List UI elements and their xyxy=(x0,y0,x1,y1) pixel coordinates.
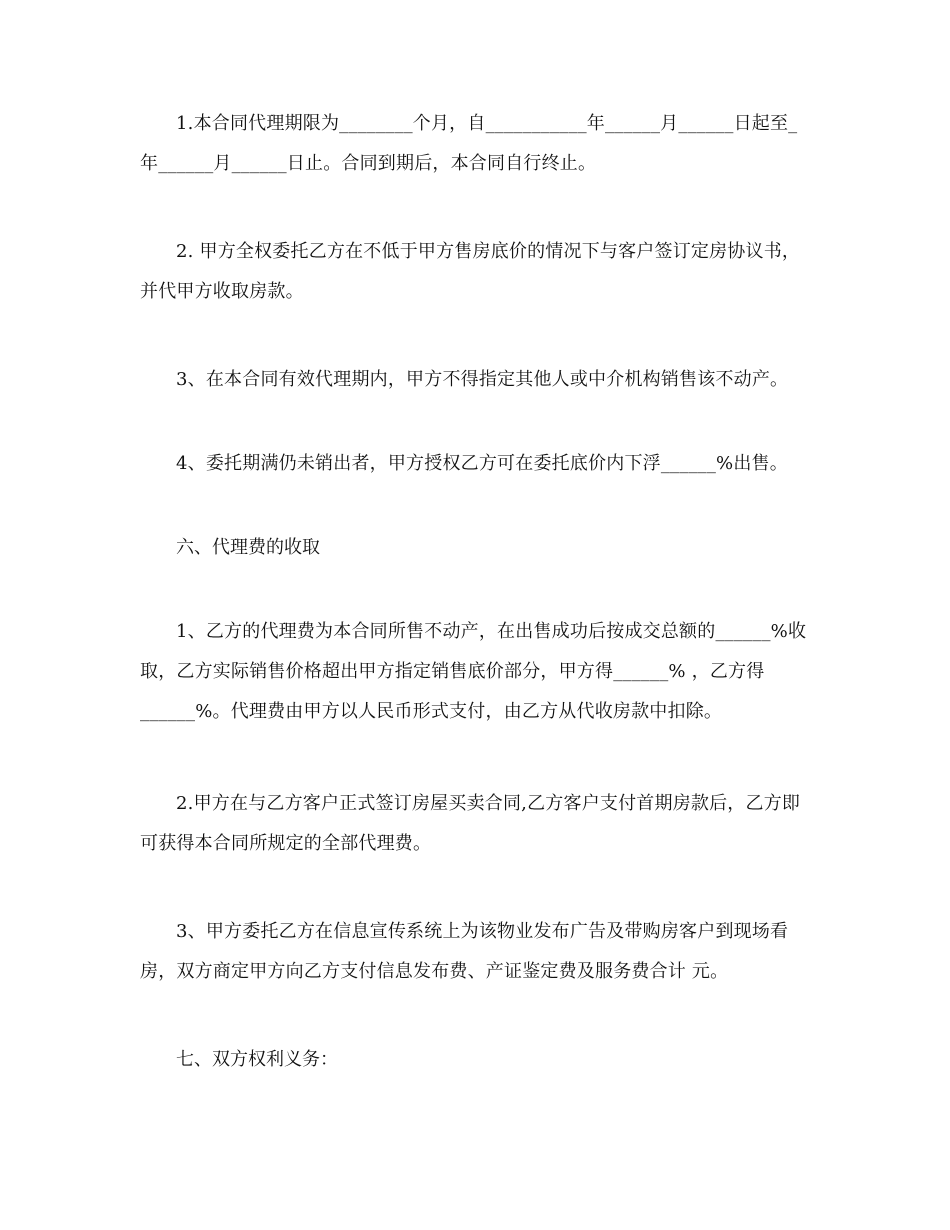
clause-price-float: 4、委托期满仍未销出者，甲方授权乙方可在委托底价内下浮______%出售。 xyxy=(176,453,788,474)
clause-full-authorization: 2. 甲方全权委托乙方在不低于甲方售房底价的情况下与客户签订定房协议书，并代甲方收取房款。 xyxy=(140,241,801,302)
clause-advertising-fee: 3、甲方委托乙方在信息宣传系统上为该物业发布广告及带购房客户到现场看房，双方商定甲方向乙方支付信息发布费、产证鉴定费及服务费合计 元。 xyxy=(140,921,789,982)
section-heading-agency-fee: 六、代理费的收取 xyxy=(176,537,320,558)
clause-fee-entitlement: 2.甲方在与乙方客户正式签订房屋买卖合同,乙方客户支付首期房款后，乙方即可获得本合同所规定的全部代理费。 xyxy=(140,793,801,854)
section-heading-rights-obligations: 七、双方权利义务： xyxy=(176,1049,338,1070)
clause-exclusive-agency: 3、在本合同有效代理期内，甲方不得指定其他人或中介机构销售该不动产。 xyxy=(176,369,789,390)
clause-term-period: 1.本合同代理期限为________个月，自___________年______月______日起至_年______月______日止。合同到期后，本合同自行终止。 xyxy=(140,113,798,174)
clause-agency-fee-rate: 1、乙方的代理费为本合同所售不动产，在出售成功后按成交总额的______%收取，乙方实际销售价格超出甲方指定销售底价部分，甲方得______% ，乙方得______%。代理费由甲方以人民币形式支付，由乙方从代收房款中扣除。 xyxy=(140,621,807,722)
